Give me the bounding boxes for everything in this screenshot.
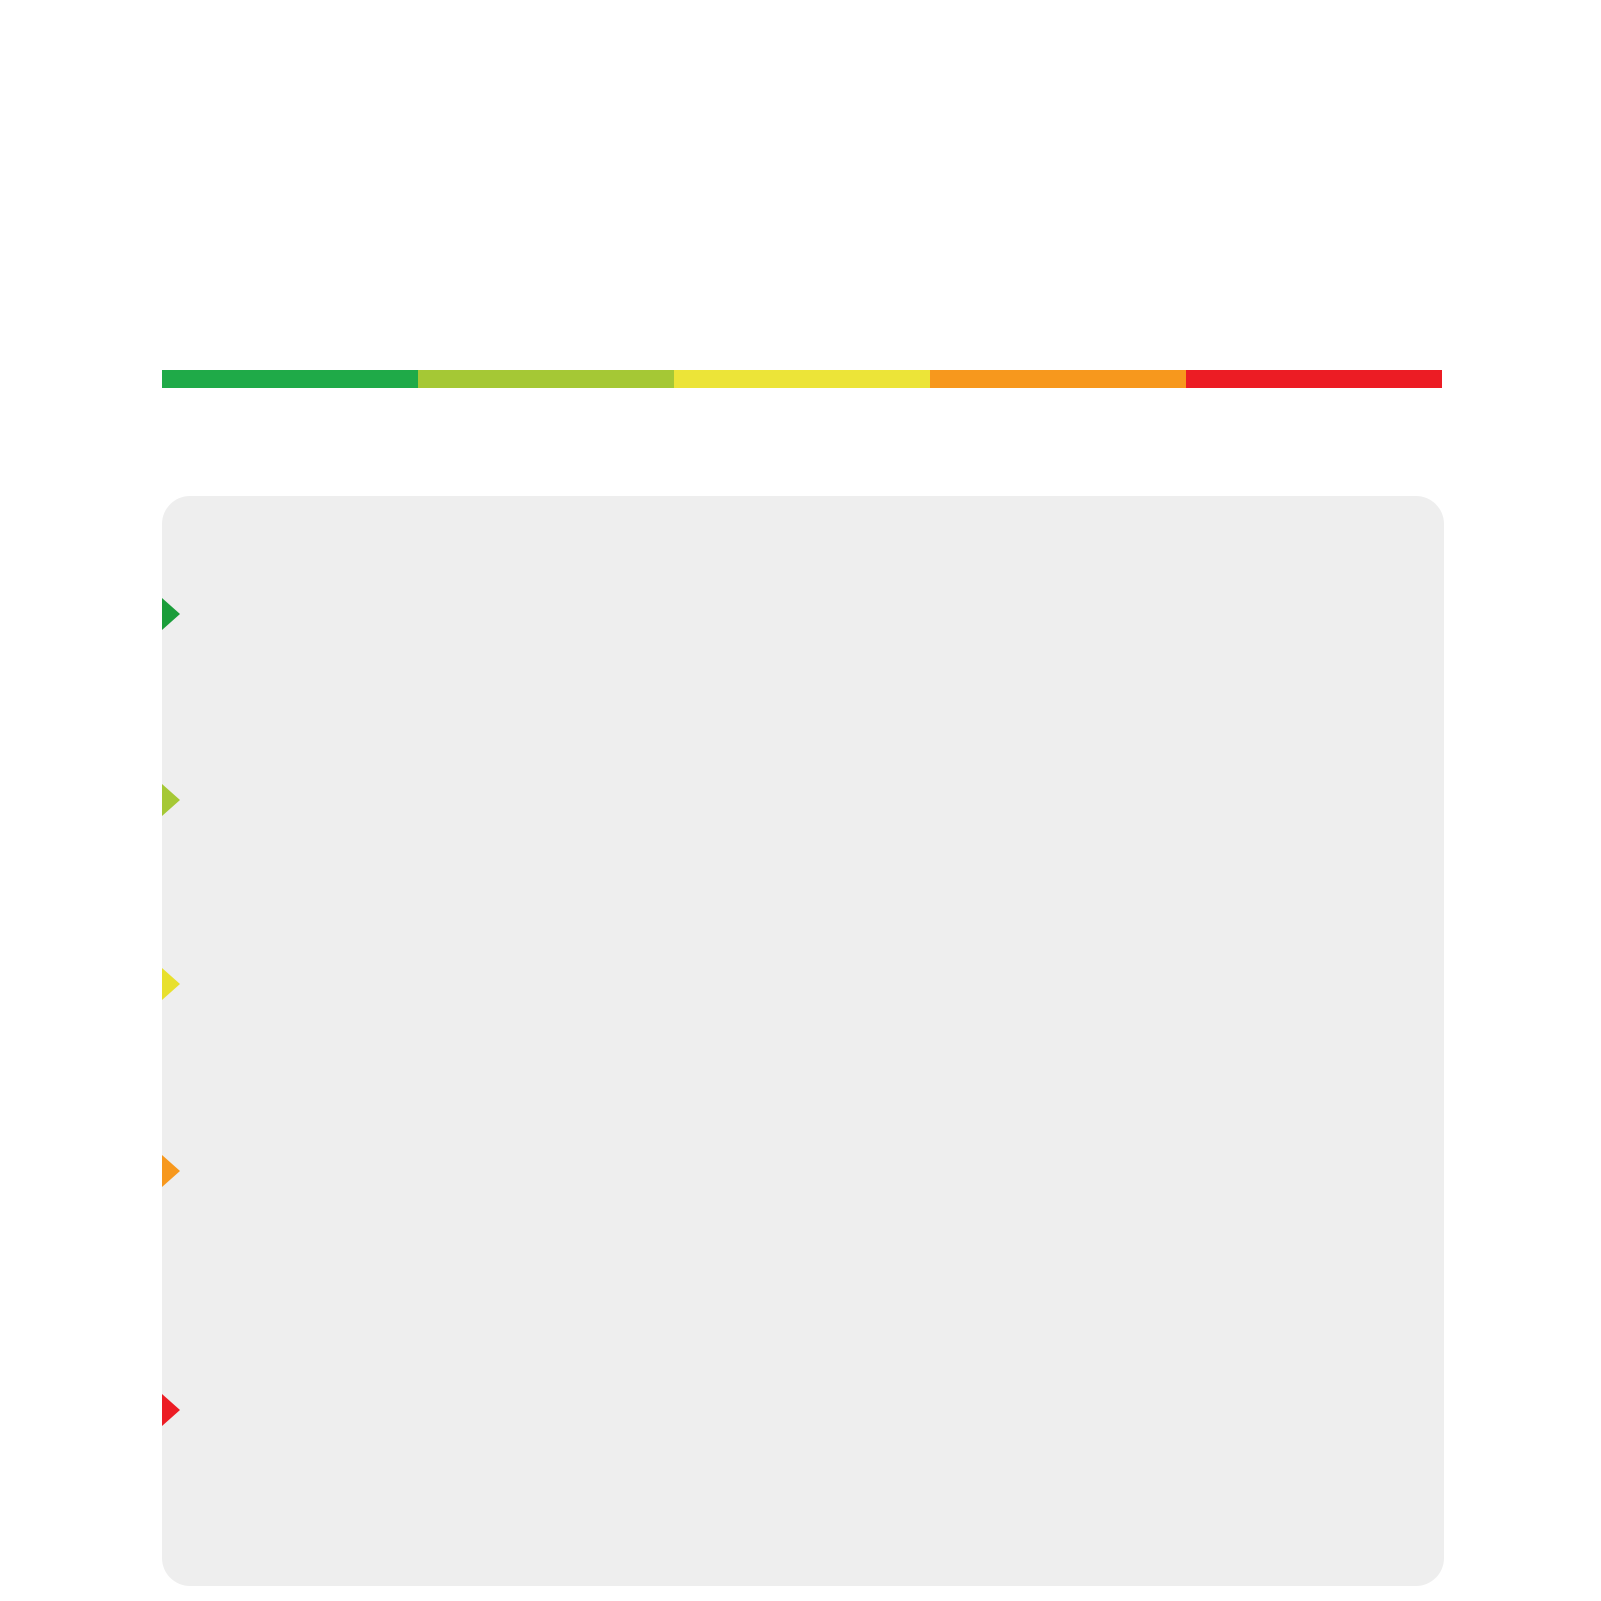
level-5-arrow-icon [162,1394,180,1426]
scale-bar-green [162,370,418,388]
scale-bar-orange [930,370,1186,388]
scale-bar-red [1186,370,1442,388]
scale-bar-lime [418,370,674,388]
level-1-arrow-icon [162,598,180,630]
scale-bar-yellow [674,370,930,388]
level-4-arrow-icon [162,1155,180,1187]
levels-panel [162,496,1444,1586]
level-3-arrow-icon [162,968,180,1000]
level-2-arrow-icon [162,784,180,816]
